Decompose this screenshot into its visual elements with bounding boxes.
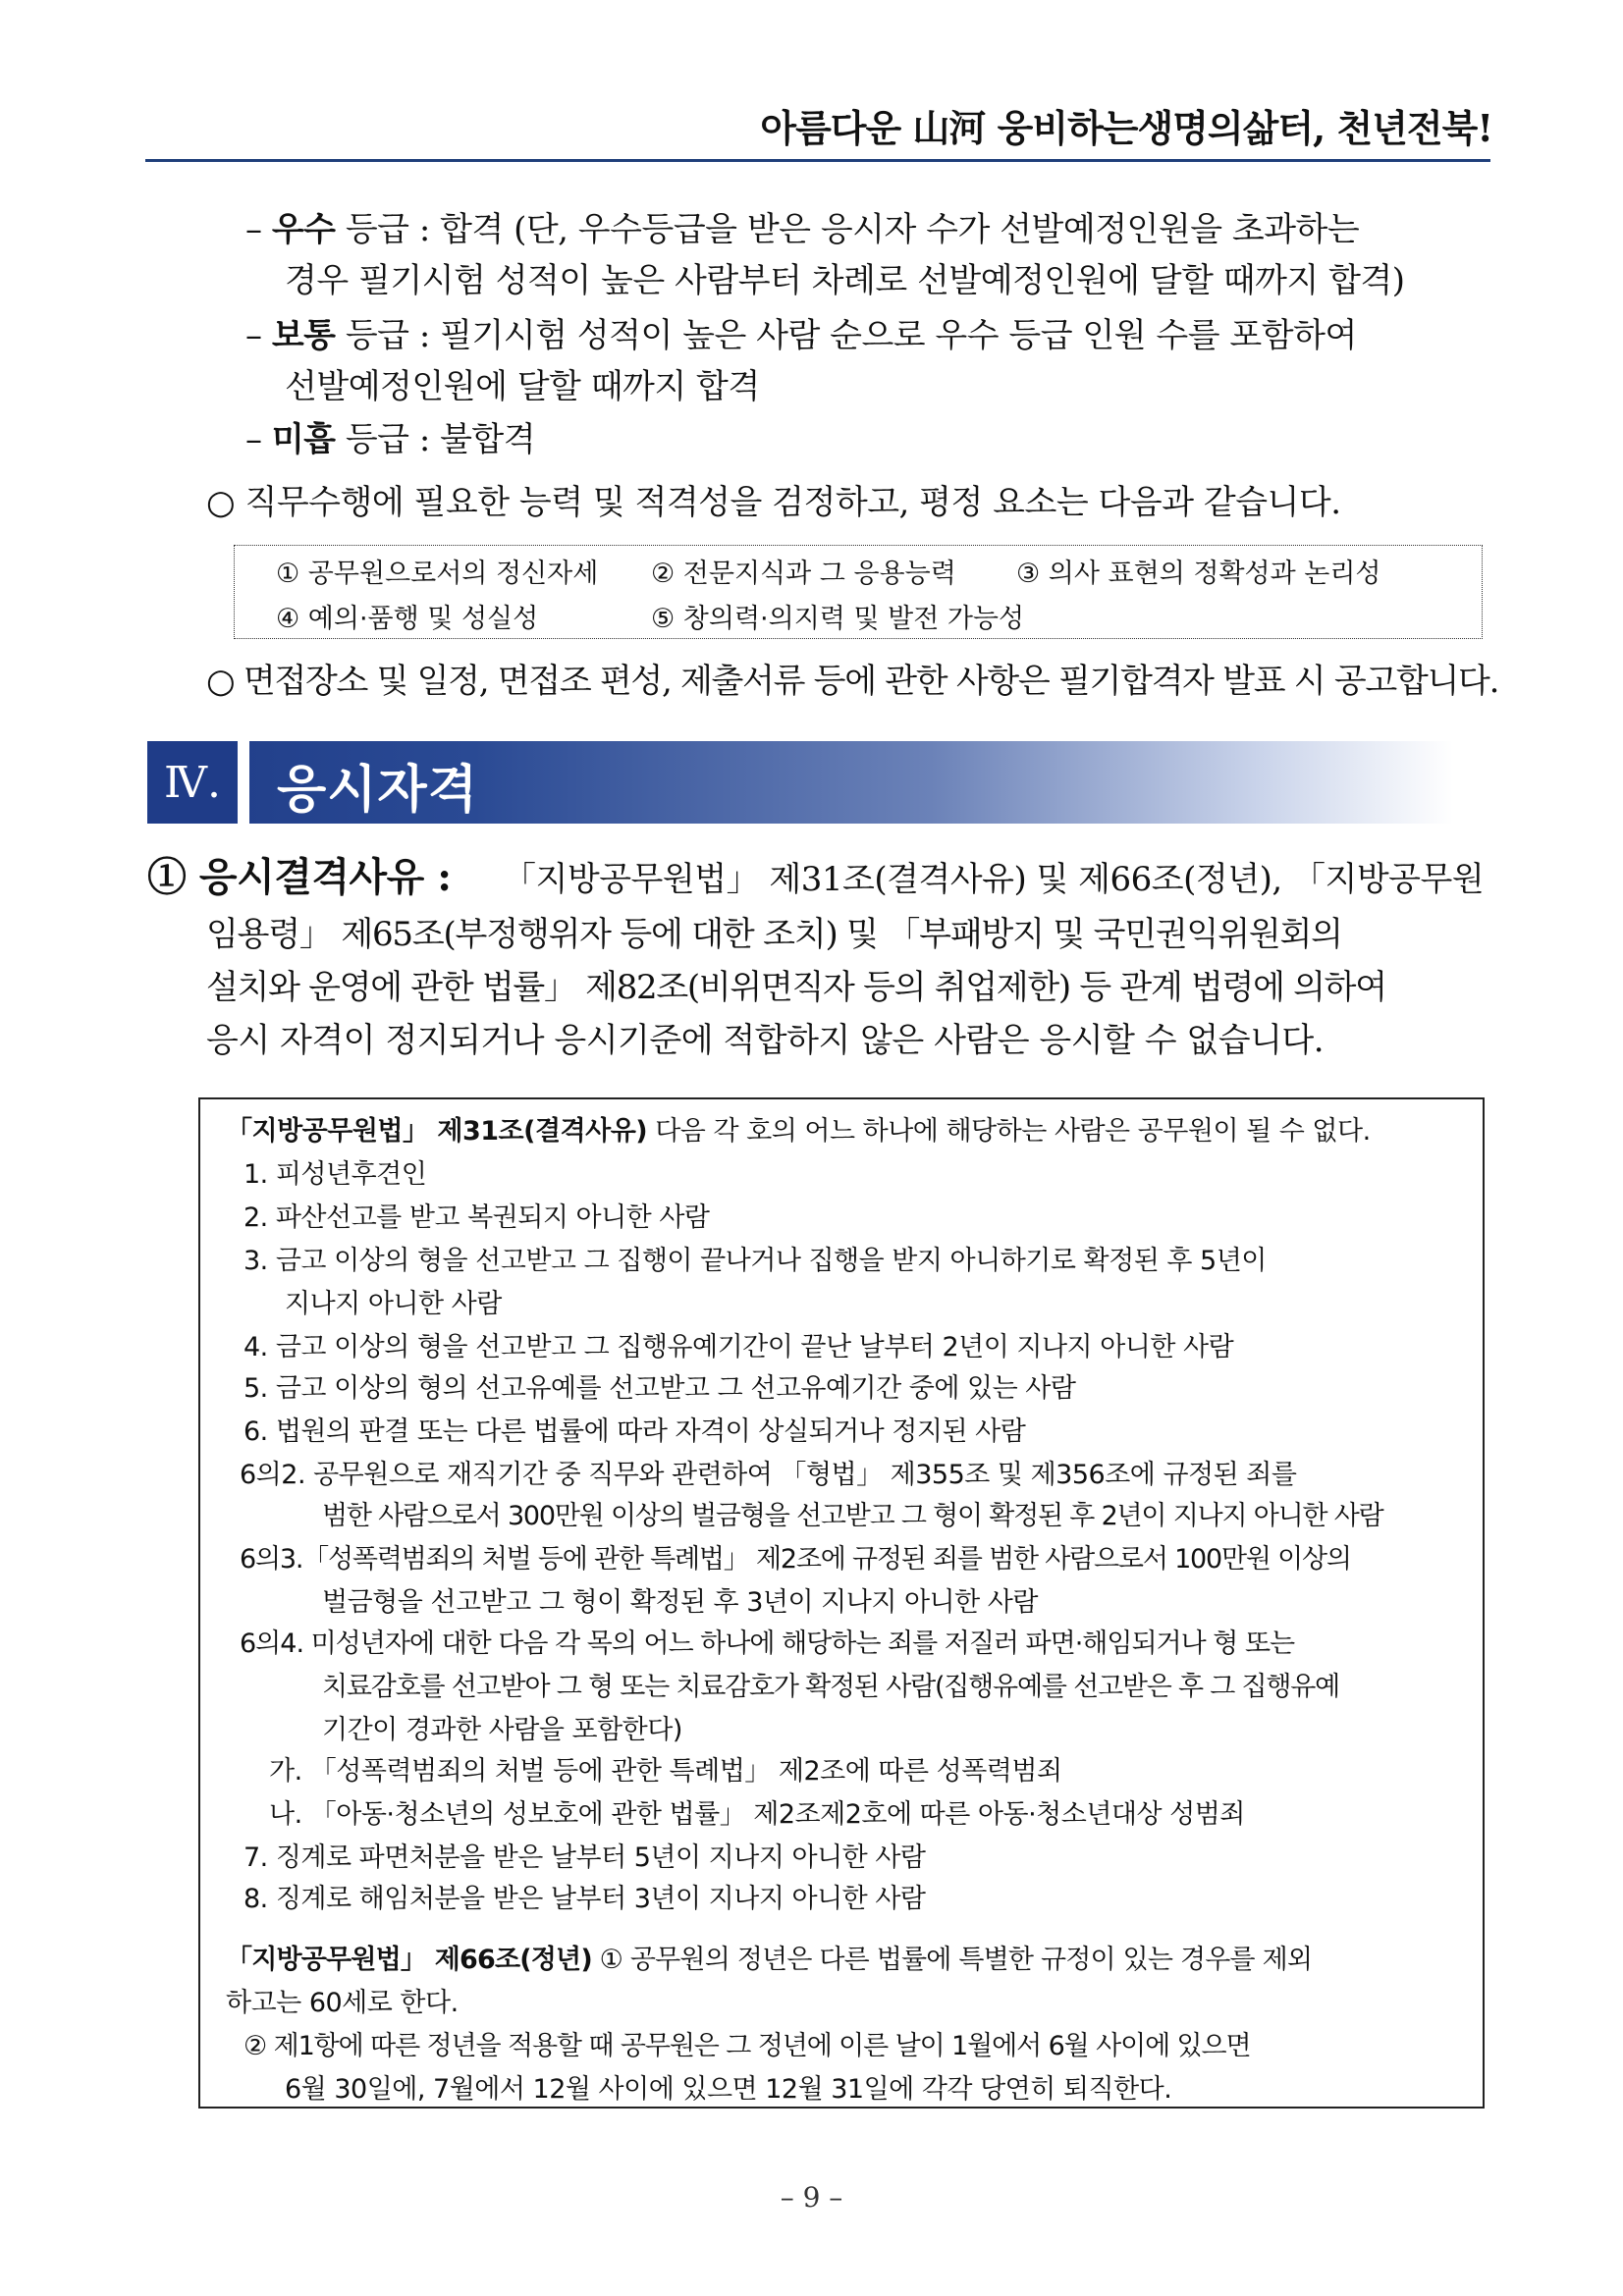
announcement-bullet	[206, 662, 1498, 701]
criterion-1: ① 공무원으로서의 정신자세	[276, 559, 599, 589]
evaluation-bullet	[206, 483, 1341, 522]
criterion-2: ② 전문지식과 그 응용능력	[651, 559, 956, 589]
disqualification-line-4: 응시 자격이 정지되거나 응시기준에 적합하지 않은 사람은 응시할 수 없습니다.	[206, 1021, 1325, 1060]
criterion-4: ④ 예의·품행 및 성실성	[276, 604, 539, 634]
evaluation-criteria-box	[234, 545, 1483, 639]
grade-normal-line	[245, 316, 1357, 355]
grade-text: 등급 : 필기시험 성적이 높은 사람 순으로 우수 등급 인원 수를 포함하여	[335, 316, 1357, 355]
law31-item: 7. 징계로 파면처분을 받은 날부터 5년이 지나지 아니한 사람	[243, 1842, 926, 1873]
bullet-circle: ○	[206, 483, 236, 522]
page-header-title: 아름다운 山河 웅비하는생명의삶터, 천년전북!	[760, 106, 1492, 150]
law31-item: 1. 피성년후견인	[243, 1159, 427, 1190]
grade-poor-line	[245, 420, 535, 459]
dash: –	[245, 420, 262, 459]
law31-item: 2. 파산선고를 받고 복권되지 아니한 사람	[243, 1202, 710, 1233]
criterion-5: ⑤ 창의력·의지력 및 발전 가능성	[651, 604, 1025, 634]
law31-subitem: 나. 「아동·청소년의 성보호에 관한 법률」 제2조제2호에 따른 아동·청소년대상 성범죄	[269, 1799, 1245, 1830]
section-band-gap	[238, 741, 249, 824]
law31-item: 6의2. 공무원으로 재직기간 중 직무와 관련하여 「형법」 제355조 및 제356조에 규정된 죄를	[240, 1460, 1297, 1490]
law31-item: 6. 법원의 판결 또는 다른 법률에 따라 자격이 상실되거나 정지된 사람	[243, 1416, 1026, 1447]
law31-item: 벌금형을 선고받고 그 형이 확정된 후 3년이 지나지 아니한 사람	[322, 1587, 1038, 1618]
law66-paragraph-1: ① 공무원의 정년은 다른 법률에 특별한 규정이 있는 경우를 제외	[591, 1945, 1313, 1975]
grade-text: 등급 : 합격 (단, 우수등급을 받은 응시자 수가 선발예정인원을 초과하는	[335, 210, 1360, 249]
law31-heading	[226, 1109, 1371, 1148]
law66-title: 「지방공무원법」 제66조(정년)	[226, 1945, 592, 1975]
announcement-text: 면접장소 및 일정, 면접조 편성, 제출서류 등에 관한 사항은 필기합격자 발표 시 공고합니다.	[243, 662, 1499, 701]
disqualification-line-2: 임용령」 제65조(부정행위자 등에 대한 조치) 및 「부패방지 및 국민권익위원회의	[206, 915, 1342, 954]
disqualification-label: ① 응시결격사유 :	[147, 854, 452, 900]
law66-paragraph-2: ② 제1항에 따른 정년을 적용할 때 공무원은 그 정년에 이른 날이 1월에서 6월 사이에 있으면	[243, 2031, 1251, 2061]
law66-heading	[226, 1938, 1312, 1976]
grade-excellent-continuation: 경우 필기시험 성적이 높은 사람부터 차례로 선발예정인원에 달할 때까지 합격)	[285, 261, 1405, 300]
section-number: Ⅳ.	[147, 741, 238, 824]
section-title: 응시자격	[277, 761, 478, 820]
grade-name: 보통	[271, 316, 336, 355]
disqualification-line-1: 「지방공무원법」 제31조(결격사유) 및 제66조(정년), 「지방공무원	[503, 860, 1485, 899]
disqualification-line-3: 설치와 운영에 관한 법률」 제82조(비위면직자 등의 취업제한) 등 관계 법령에 의하여	[206, 968, 1386, 1007]
disqualification-heading	[147, 854, 451, 901]
criterion-3: ③ 의사 표현의 정확성과 논리성	[1016, 559, 1381, 589]
law31-subitem: 가. 「성폭력범죄의 처벌 등에 관한 특례법」 제2조에 따른 성폭력범죄	[269, 1756, 1062, 1787]
header-rule	[145, 159, 1490, 162]
law31-item: 지나지 아니한 사람	[285, 1289, 502, 1319]
law31-item: 기간이 경과한 사람을 포함한다)	[322, 1715, 682, 1745]
law31-item: 6의3.「성폭력범죄의 처벌 등에 관한 특례법」 제2조에 규정된 죄를 범한 사람으로서 100만원 이상의	[240, 1544, 1351, 1575]
evaluation-text: 직무수행에 필요한 능력 및 적격성을 검정하고, 평정 요소는 다음과 같습니다.	[244, 483, 1341, 522]
page-number: – 9 –	[780, 2181, 843, 2214]
law31-title: 「지방공무원법」 제31조(결격사유)	[226, 1116, 648, 1147]
law31-item: 6의4. 미성년자에 대한 다음 각 목의 어느 하나에 해당하는 죄를 저질러 파면·해임되거나 형 또는	[240, 1629, 1295, 1659]
grade-name: 미흡	[271, 420, 336, 459]
law31-item: 범한 사람으로서 300만원 이상의 벌금형을 선고받고 그 형이 확정된 후 2년이 지나지 아니한 사람	[322, 1501, 1383, 1531]
law31-intro: 다음 각 호의 어느 하나에 해당하는 사람은 공무원이 될 수 없다.	[647, 1116, 1371, 1147]
law31-item: 8. 징계로 해임처분을 받은 날부터 3년이 지나지 아니한 사람	[243, 1884, 926, 1914]
law66-paragraph-1-cont: 하고는 60세로 한다.	[226, 1988, 459, 2018]
grade-excellent-line	[245, 210, 1359, 249]
dash: –	[245, 210, 262, 249]
law66-paragraph-2-cont: 6월 30일에, 7월에서 12월 사이에 있으면 12월 31일에 각각 당연히 퇴직한다.	[285, 2074, 1172, 2105]
law31-item: 3. 금고 이상의 형을 선고받고 그 집행이 끝나거나 집행을 받지 아니하기로 확정된 후 5년이	[243, 1246, 1267, 1276]
law31-item: 4. 금고 이상의 형을 선고받고 그 집행유예기간이 끝난 날부터 2년이 지나지 아니한 사람	[243, 1332, 1234, 1362]
grade-text: 등급 : 불합격	[335, 420, 536, 459]
grade-name: 우수	[271, 210, 336, 249]
bullet-circle: ○	[206, 662, 235, 701]
law31-item: 5. 금고 이상의 형의 선고유예를 선고받고 그 선고유예기간 중에 있는 사람	[243, 1373, 1076, 1404]
dash: –	[245, 316, 262, 355]
law31-item: 치료감호를 선고받아 그 형 또는 치료감호가 확정된 사람(집행유예를 선고받은 후 그 집행유예	[322, 1672, 1340, 1702]
grade-normal-continuation: 선발예정인원에 달할 때까지 합격	[285, 367, 760, 406]
law-excerpt-box	[198, 1097, 1485, 2109]
